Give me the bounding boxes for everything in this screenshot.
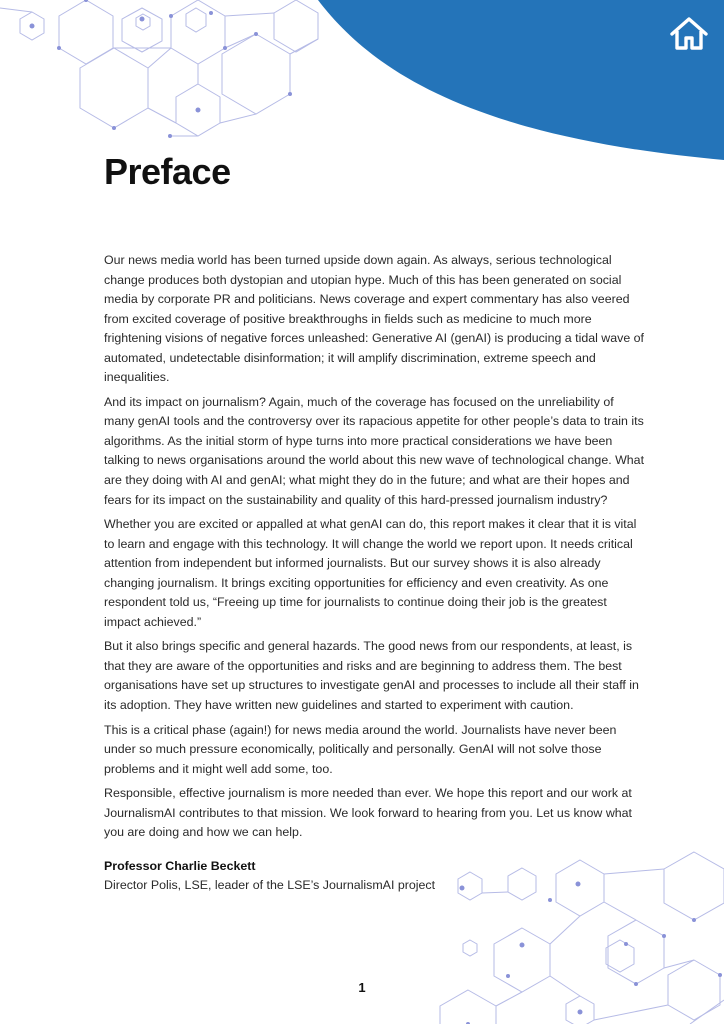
signature-name: Professor Charlie Beckett: [104, 858, 256, 873]
page-number: 1: [358, 980, 366, 995]
header-blue-arc: [318, 0, 724, 160]
hexagon-dots-top: [30, 0, 293, 138]
paragraph: This is a critical phase (again!) for news media around the world. Journalists have never been under so much pressure economically, politically and personally. GenAI will not solve those problems and it might well add some, too.: [104, 722, 617, 776]
paragraph: And its impact on journalism? Again, much of the coverage has focused on the unreliability of many genAI tools and the controversy over its rapacious appetite for other people’s data to train its algorithms. As the initial storm of hype turns into more practical considerations we have been talking to news organisations around the world about this new wave of technological change. What are they doing with AI and genAI; what might they do in the future; and what are their hopes and fears for its impact on the sustainability and quality of this hard-pressed journalism industry?: [104, 394, 645, 507]
signature-block: [104, 857, 644, 896]
preface-body: [104, 251, 644, 896]
signature-role: Director Polis, LSE, leader of the LSE’s JournalismAI project: [104, 878, 436, 893]
home-icon: [669, 16, 709, 52]
hexagon-pattern-top: [0, 0, 318, 136]
paragraph: Whether you are excited or appalled at what genAI can do, this report makes it clear that it is vital to learn and engage with this technology. It will change the world we report upon. It needs critical attention from independent but informed journalists. But our survey shows it is also already changing journalism. It brings exciting opportunities for efficiency and even creativity. As one respondent told us, “Freeing up time for journalists to continue doing their job is the greatest impact achieved.”: [104, 517, 637, 629]
page-title: Preface: [104, 151, 231, 192]
paragraph: Our news media world has been turned upside down again. As always, serious technological change produces both dystopian and utopian hype. Much of this has been generated on social media by corporate PR and politicians. News coverage and expert commentary has also veered from excited coverage of positive breakthroughs in fields such as medicine to much more frightening visions of negative forces unleashed: Generative AI (genAI) is producing a tidal wave of automated, undetectable disinformation; it will amplify discrimination, extreme speech and inequalities.: [104, 253, 644, 385]
paragraph: Responsible, effective journalism is more needed than ever. We hope this report and our work at JournalismAI contributes to that mission. We look forward to hearing from you. Let us know what you are doing and how we can help.: [104, 786, 632, 840]
home-button[interactable]: [669, 16, 709, 52]
paragraph: But it also brings specific and general hazards. The good news from our respondents, at least, is that they are aware of the opportunities and risks and are beginning to address them. The best organisations have set up structures to investigate genAI and processes to include all their staff in its adoption. They have written new guidelines and started to experiment with caution.: [104, 639, 639, 713]
